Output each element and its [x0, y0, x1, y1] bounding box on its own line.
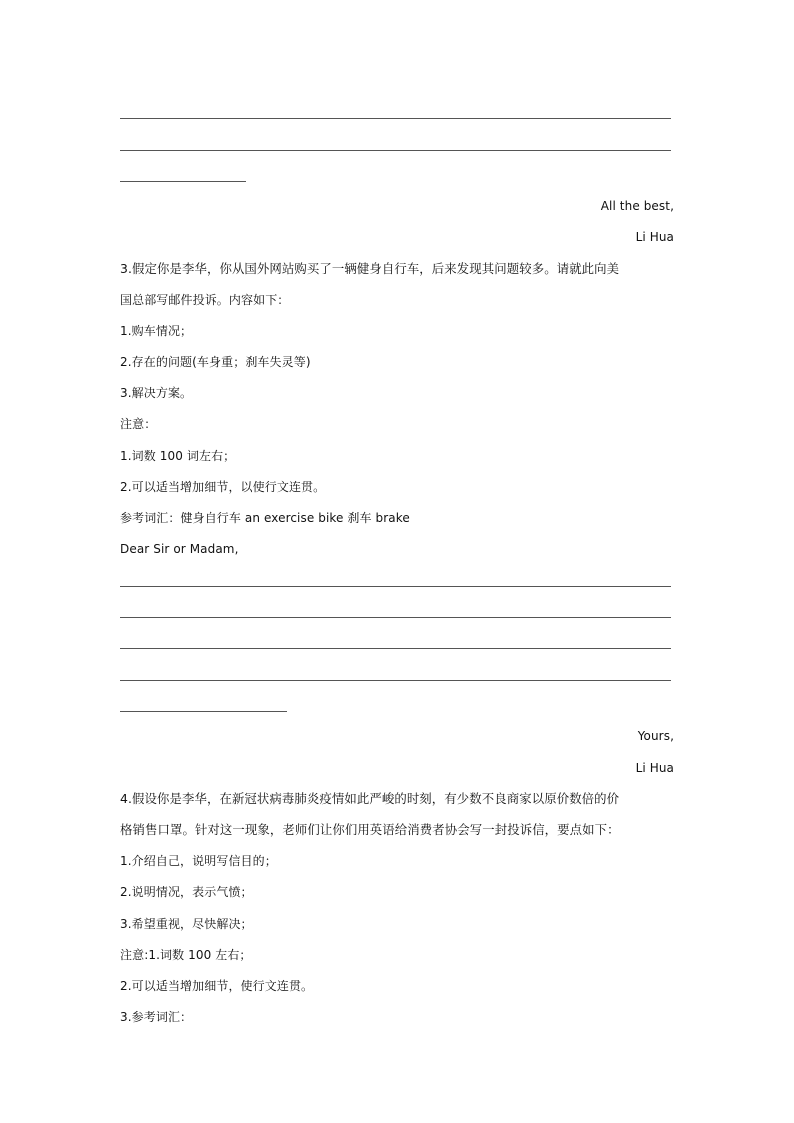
letter-salutation: Dear Sir or Madam,: [120, 542, 239, 556]
answer-line: [120, 118, 671, 119]
question-3-note-1: 1.词数 100 词左右；: [120, 449, 236, 463]
question-4-point-3: 3.希望重视，尽快解决；: [120, 917, 253, 931]
closing-valediction: All the best,: [600, 199, 674, 213]
question-4-prompt-line-1: 4.假设你是李华，在新冠状病毒肺炎疫情如此严峻的时刻，有少数不良商家以原价数倍的价: [120, 791, 620, 806]
question-4-point-2: 2.说明情况，表示气愤；: [120, 885, 253, 899]
question-4-point-1: 1.介绍自己，说明写信目的；: [120, 854, 277, 868]
question-3-note-2: 2.可以适当增加细节，以使行文连贯。: [120, 480, 326, 494]
question-3-point-1: 1.购车情况；: [120, 324, 193, 338]
closing-valediction: Yours,: [637, 729, 674, 743]
answer-line-short: [120, 711, 287, 712]
question-4-note-2: 2.可以适当增加细节，使行文连贯。: [120, 979, 314, 993]
answer-line: [120, 586, 671, 587]
closing-signature: Li Hua: [635, 230, 674, 244]
answer-line: [120, 648, 671, 649]
answer-line-short: [120, 181, 246, 182]
question-4-vocabulary-title: 3.参考词汇：: [120, 1010, 193, 1024]
answer-line: [120, 680, 671, 681]
question-3-note-title: 注意：: [120, 417, 157, 431]
question-4-note-1: 注意:1.词数 100 左右；: [120, 948, 252, 962]
question-3-prompt-line-2: 国总部写邮件投诉。内容如下：: [120, 293, 290, 307]
closing-signature: Li Hua: [635, 761, 674, 775]
question-3-point-2: 2.存在的问题(车身重；刹车失灵等): [120, 355, 311, 369]
question-4-prompt-line-2: 格销售口罩。针对这一现象，老师们让你们用英语给消费者协会写一封投诉信，要点如下：: [120, 822, 620, 837]
question-3-prompt-line-1: 3.假定你是李华，你从国外网站购买了一辆健身自行车，后来发现其问题较多。请就此向美: [120, 261, 620, 276]
answer-line: [120, 150, 671, 151]
answer-line: [120, 617, 671, 618]
question-3-point-3: 3.解决方案。: [120, 386, 193, 400]
question-3-vocabulary: 参考词汇：健身自行车 an exercise bike 刹车 brake: [120, 511, 410, 525]
